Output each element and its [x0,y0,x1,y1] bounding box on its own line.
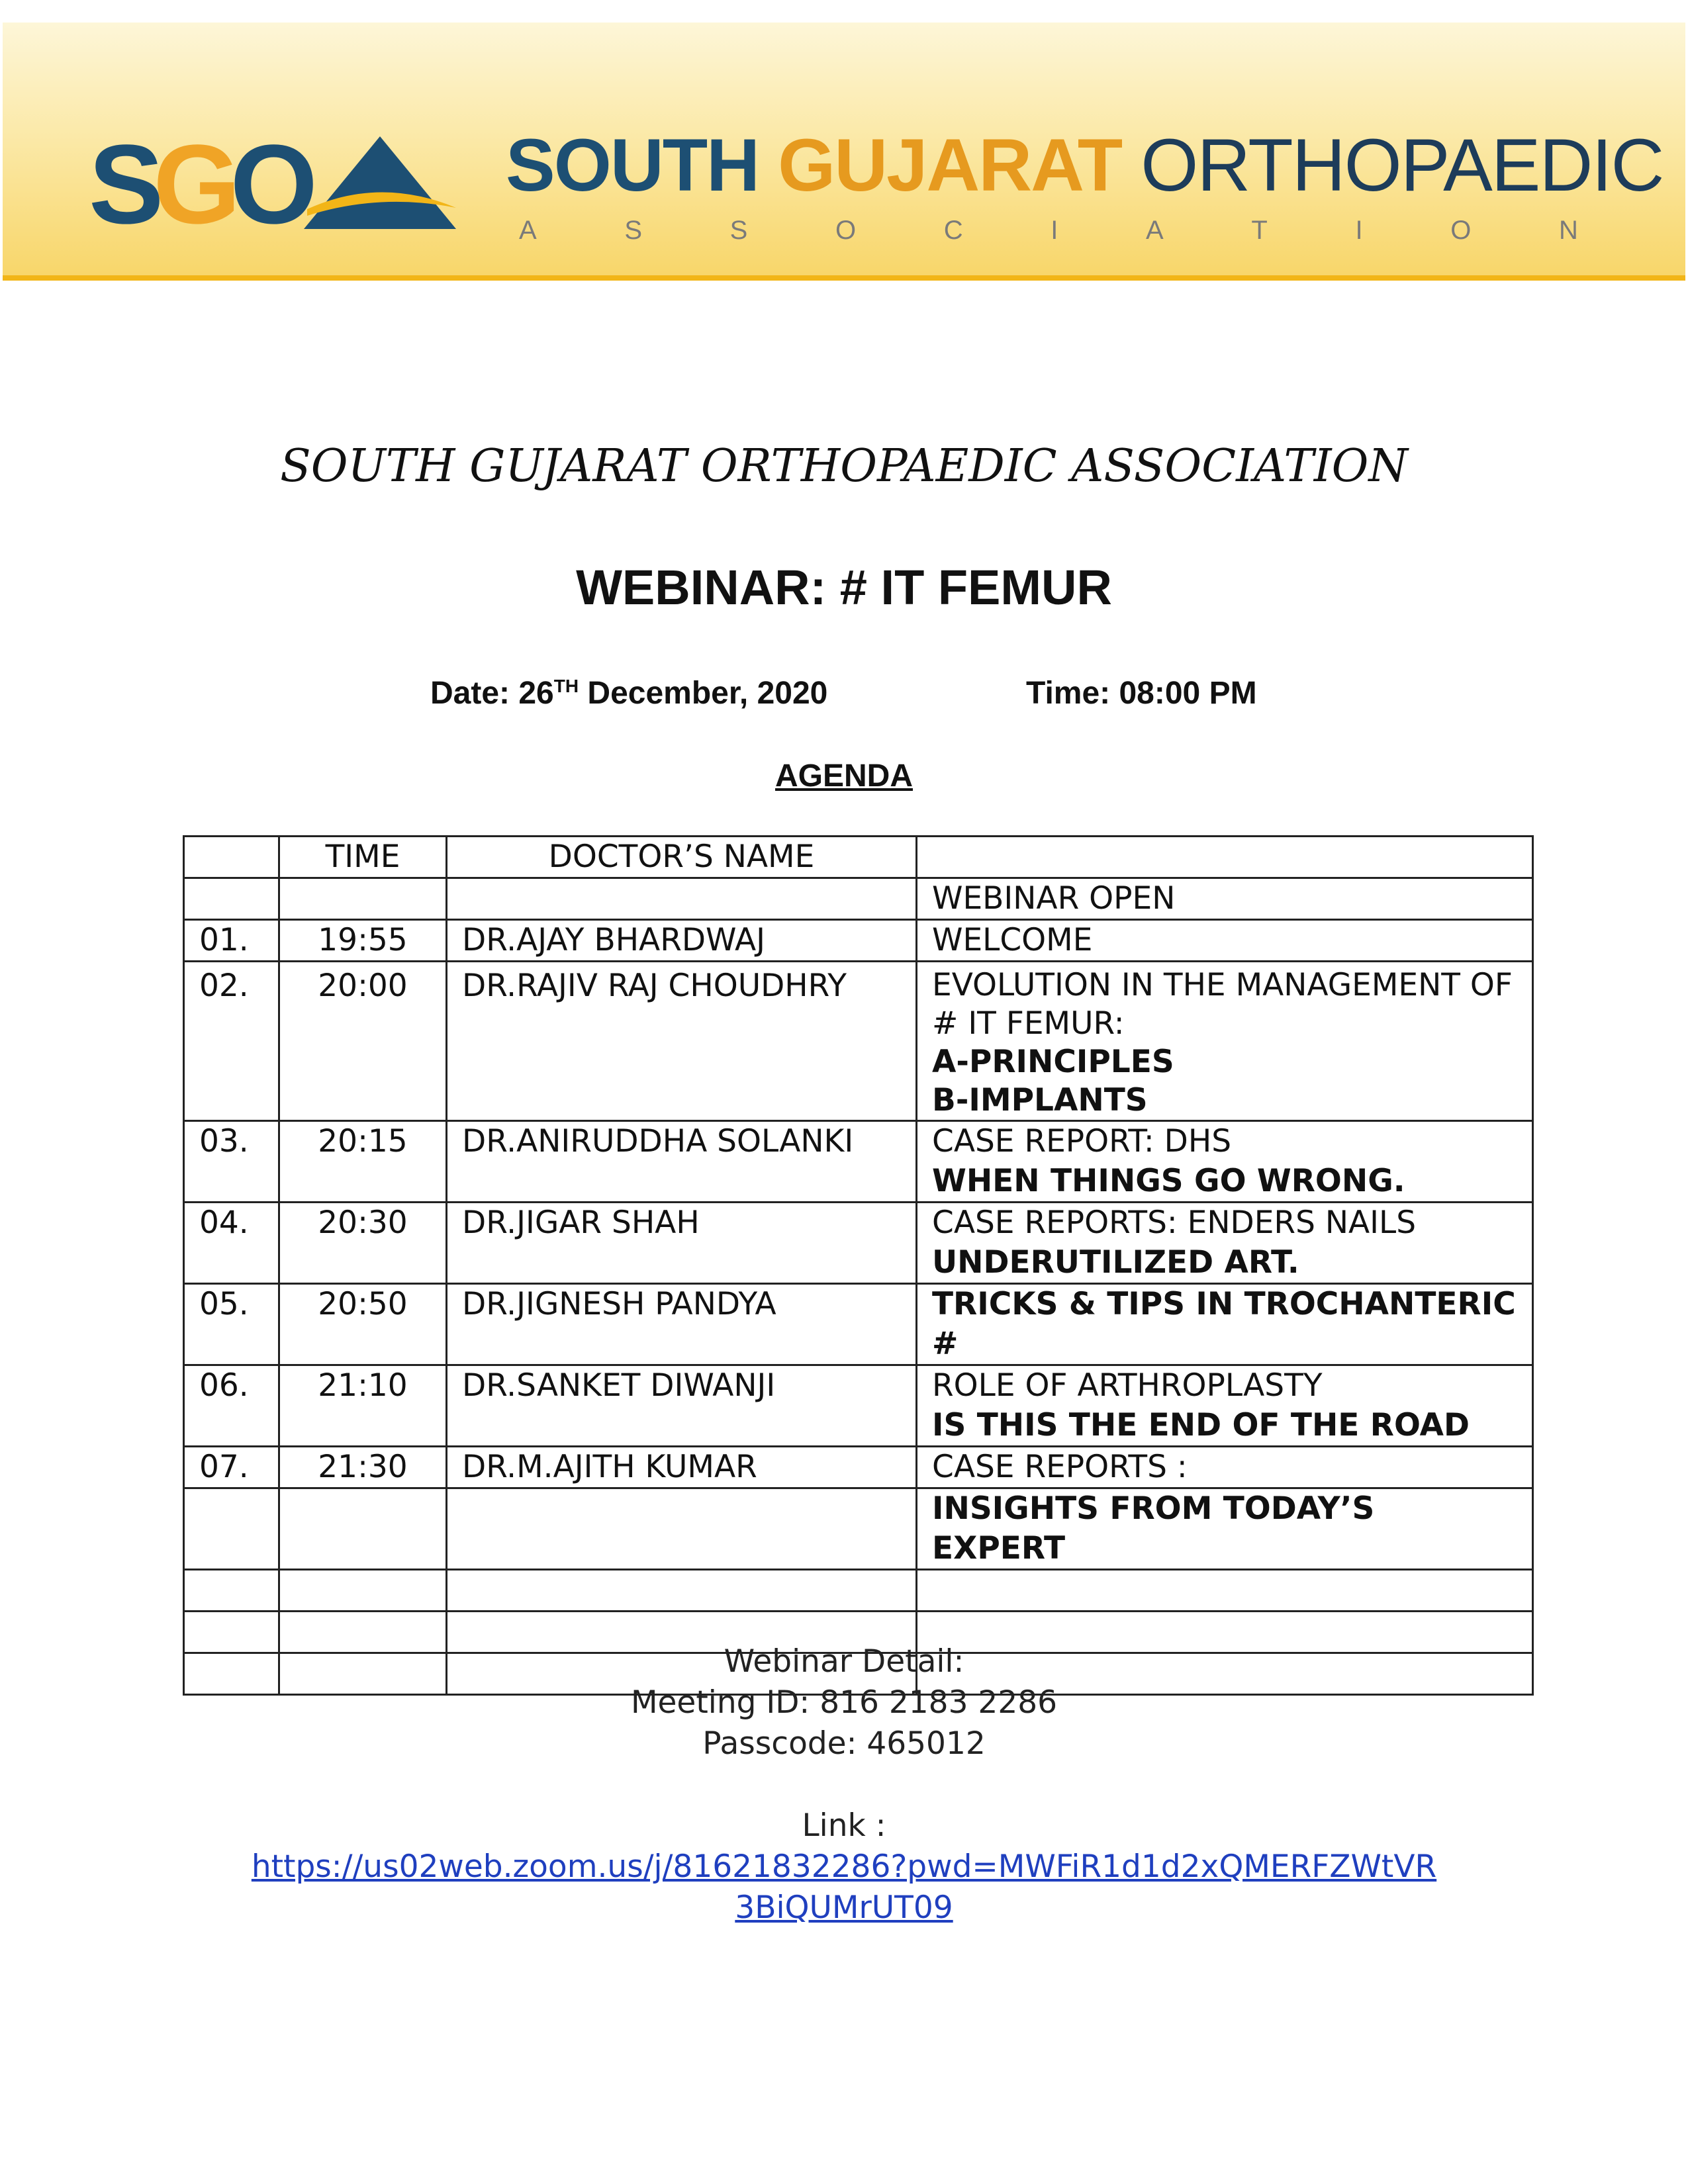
table-row [184,962,1533,1121]
row-num: 05. [184,1284,279,1365]
brand-sub-letter: A [1146,216,1164,245]
topic-plain: CASE REPORTS: ENDERS NAILS [932,1205,1417,1241]
row-time: 19:55 [279,920,447,962]
row-doctor: DR.M.AJITH KUMAR [447,1447,917,1488]
table-row [184,878,1533,920]
topic-bold: UNDERUTILIZED ART. [932,1244,1299,1281]
topic-bold: A-PRINCIPLES [932,1044,1174,1080]
brand-name [506,124,1664,206]
row-doctor: DR.JIGAR SHAH [447,1203,917,1284]
meeting-id: Meeting ID: 816 2183 2286 [630,1684,1058,1721]
row-num: 04. [184,1203,279,1284]
date-label: Date: 26 [430,676,554,711]
topic-bold: IS THIS THE END OF THE ROAD [932,1407,1470,1443]
zoom-link-line-1[interactable]: https://us02web.zoom.us/j/81621832286?pwd=MWFiR1d1d2xQMERFZWtVR [251,1848,1437,1885]
brand-word-south: SOUTH [506,124,759,206]
brand-sub-letter: T [1251,216,1268,245]
brand-subtitle [519,216,1578,246]
table-row-empty [184,1570,1533,1612]
logo-triangle-icon [301,130,459,236]
row-doctor: DR.SANKET DIWANJI [447,1365,917,1447]
topic-cell: WELCOME [917,920,1533,962]
logo-letter-g: G [153,122,230,248]
row-time: 21:10 [279,1365,447,1447]
logo-letter-s: S [89,122,154,248]
brand-sub-letter: O [1450,216,1472,245]
row-time: 21:30 [279,1447,447,1488]
table-row [184,1488,1533,1570]
topic-cell [917,1365,1533,1447]
header-topic [917,837,1533,878]
topic-bold: TRICKS & TIPS IN TROCHANTERIC # [932,1286,1516,1362]
logo-letter-o: O [230,122,307,248]
brand-sub-letter: O [835,216,857,245]
webinar-details [0,1641,1688,1929]
table-row [184,1447,1533,1488]
topic-cell [917,962,1533,1121]
brand-sub-letter: S [624,216,643,245]
table-header-row [184,837,1533,878]
date-rest: December, 2020 [579,676,828,711]
topic-bold: WHEN THINGS GO WRONG. [932,1163,1405,1199]
event-date [430,675,827,711]
header-time: TIME [279,837,447,878]
table-row [184,1284,1533,1365]
row-time: 20:15 [279,1121,447,1203]
brand-sub-letter: N [1558,216,1578,245]
logo-letters [89,122,307,248]
zoom-link-line-2[interactable]: 3BiQUMrUT09 [735,1889,953,1926]
topic-cell [917,1121,1533,1203]
row-num: 02. [184,962,279,1121]
brand-word-gujarat: GUJARAT [778,124,1122,206]
topic-cell [917,1488,1533,1570]
topic-cell: CASE REPORTS : [917,1447,1533,1488]
brand-sub-letter: S [729,216,748,245]
row-num: 06. [184,1365,279,1447]
topic-cell [917,1284,1533,1365]
topic-bold: B-IMPLANTS [932,1082,1148,1118]
webinar-title: WEBINAR: # IT FEMUR [576,560,1112,615]
row-time: 20:30 [279,1203,447,1284]
topic-cell: WEBINAR OPEN [917,878,1533,920]
table-row [184,1121,1533,1203]
brand-sub-letter: I [1051,216,1058,245]
topic-bold: INSIGHTS FROM TODAY’S EXPERT [932,1490,1375,1567]
date-superscript: TH [553,676,579,696]
row-num: 01. [184,920,279,962]
event-time: Time: 08:00 PM [1026,676,1257,711]
row-doctor: DR.JIGNESH PANDYA [447,1284,917,1365]
agenda-heading: AGENDA [774,758,913,794]
row-time: 20:50 [279,1284,447,1365]
row-doctor: DR.ANIRUDDHA SOLANKI [447,1121,917,1203]
row-num: 07. [184,1447,279,1488]
topic-plain: CASE REPORT: DHS [932,1123,1232,1160]
table-row [184,1365,1533,1447]
brand-sub-letter: A [519,216,537,245]
brand-sub-letter: C [943,216,963,245]
header-num [184,837,279,878]
table-row [184,920,1533,962]
row-doctor: DR.AJAY BHARDWAJ [447,920,917,962]
organization-title: SOUTH GUJARAT ORTHOPAEDIC ASSOCIATION [280,440,1408,492]
header-banner [3,23,1685,281]
details-heading: Webinar Detail: [724,1643,964,1680]
passcode: Passcode: 465012 [702,1725,986,1762]
agenda-table [183,835,1534,1696]
link-label: Link : [802,1807,886,1844]
sgoa-logo [89,122,433,248]
topic-plain: ROLE OF ARTHROPLASTY [932,1367,1323,1404]
topic-cell [917,1203,1533,1284]
row-num: 03. [184,1121,279,1203]
row-doctor: DR.RAJIV RAJ CHOUDHRY [447,962,917,1121]
topic-plain: EVOLUTION IN THE MANAGEMENT OF # IT FEMUR: [932,967,1513,1042]
header-doctor: DOCTOR’S NAME [447,837,917,878]
brand-word-orthopaedic: ORTHOPAEDIC [1141,124,1664,206]
brand-sub-letter: I [1355,216,1363,245]
row-time: 20:00 [279,962,447,1121]
table-row [184,1203,1533,1284]
